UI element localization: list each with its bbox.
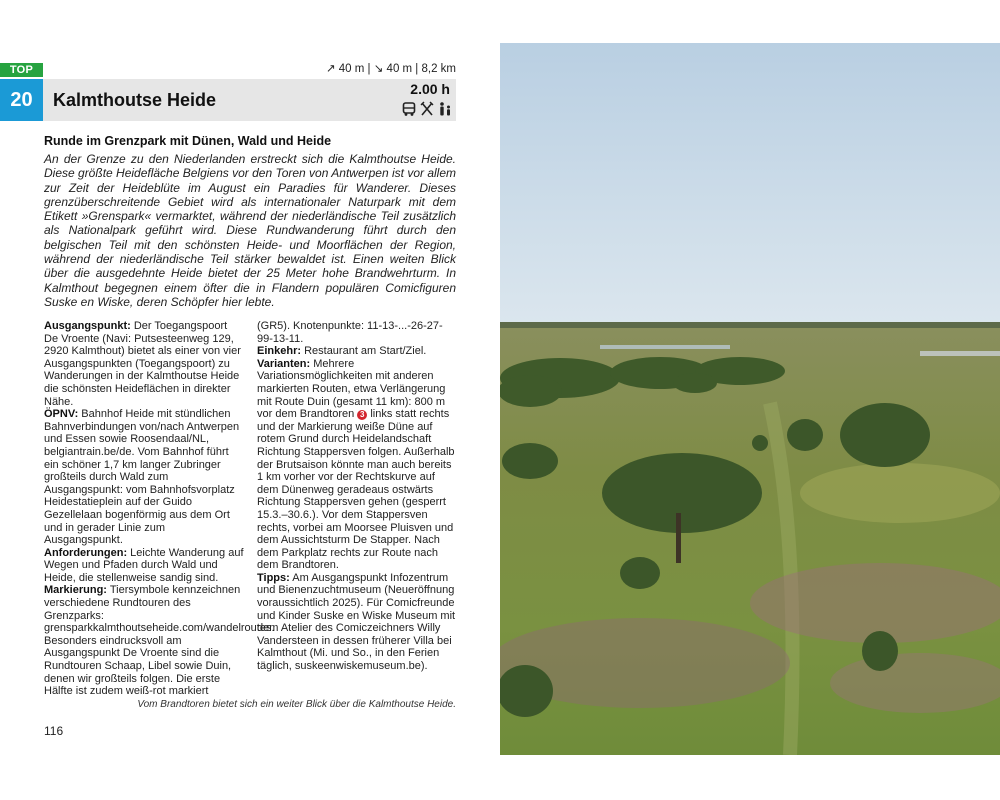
info-markierung: Markierung: Tiersymbole kennzeichnen verschiedene Rundtouren des Grenzparks: grensparkkalmthoutseheide.com/wandelroutes. Besonders eindrucksvoll am Ausgangspunkt De Vroente sind die Rundtouren Schaap, Libel sowie Duin, denen wir großteils folgen. Die erste Hälfte ist zudem weiß-rot markiert	[44, 584, 275, 698]
photo-caption: Vom Brandtoren bietet sich ein weiter Blick über die Kalmthoutse Heide.	[137, 699, 456, 710]
tour-stats: ↗ 40 m | ↘ 40 m | 8,2 km	[325, 63, 456, 75]
intro-text: An der Grenze zu den Niederlanden erstreckt sich die Kalmthoutse Heide. Diese größte Heidefläche Belgiens vor den Toren von Antwerpen ist vor allem zur Zeit der Heideblüte im August ein Paradies für Wanderer. Dieses grenzüberschreitende Gebiet wird als internationaler Naturpark mit dem Etikett »Grenspark« vermarktet, während der niederländische Teil zusätzlich als Nationalpark geführt wird. Diese Rundwanderung führt durch den belgischen Teil mit den schönsten Heide- und Moorflächen der Region, während der niederländische Teil stärker bewaldet ist. Einen weiten Blick über die ausgedehnte Heide bietet der 25 Meter hohe Brandwehrturm. In Kalmthout begegnen einem öfter die in Flandern populären Comicfiguren Suske en Wiske, deren Schöpfer hier lebte.	[44, 152, 456, 309]
info-varianten: Varianten: Mehrere Variationsmöglichkeiten mit anderen markierten Routen, etwa Verlängerung mit Route Duin (gesamt 11 km): 800 m vor dem Brandtoren 3 links statt rechts und der Markierung weiße Düne auf rotem Grund durch Heidelandschaft Richtung Stappersven folgen. Außerhalb der Brutsaison könnte man auch bereits 1 km vorher vor der Rechtskurve auf dem Dünenweg geradeaus ostwärts Richtung Stappersven gehen (gesperrt 15.3.–30.6.). Vor dem Stappersven rechts, vorbei am Moorsee Pluisven und dem Aussichtsturm De Stapper. Nach dem Parkplatz rechts zur Route nach dem Brandtoren.	[257, 357, 455, 572]
info-einkehr: Einkehr: Restaurant am Start/Ziel.	[257, 345, 427, 358]
bus-icon	[402, 101, 416, 117]
title-band	[0, 79, 456, 121]
intro-subtitle: Runde im Grenzpark mit Dünen, Wald und Heide	[44, 134, 332, 148]
restaurant-icon	[420, 101, 434, 117]
waypoint-marker: 3	[357, 410, 367, 420]
landscape-photo	[500, 43, 1000, 755]
info-column-left	[44, 320, 275, 698]
page-title: Kalmthoutse Heide	[53, 90, 217, 110]
page-number: 116	[44, 724, 64, 738]
info-oepnv: ÖPNV: Bahnhof Heide mit stündlichen Bahnverbindungen von/nach Antwerpen und Essen sowie Roosendaal/NL, belgiantrain.be/de. Vom Bahnhof führt ein schöner 1,7 km langer Zubringer großteils durch Wald zum Ausgangspunkt: vom Bahnhofsvorplatz Heidestatieplein auf der Guido Gezellelaan bogenförmig aus dem Ort und in gerader Linie zum Ausgangspunkt.	[44, 408, 240, 547]
info-column-right	[257, 320, 457, 673]
tour-duration: 2.00 h	[410, 81, 450, 97]
heathland-image	[500, 43, 1000, 755]
top-badge: TOP	[0, 63, 43, 77]
family-icon	[438, 101, 452, 117]
info-markierung-cont: (GR5). Knotenpunkte: 11-13-...-26-27-99-13-11.	[257, 320, 443, 345]
info-anforderungen: Anforderungen: Leichte Wanderung auf Wegen und Pfaden durch Wald und Heide, die stellenweise sandig sind.	[44, 546, 244, 584]
info-ausgangspunkt: Ausgangspunkt: Der Toegangspoort De Vroente (Navi: Putsesteenweg 129, 2920 Kalmthout) bietet als einer von vier Ausgangspunkten (Toegangspoort) zu Wanderungen in der Kalmthoutse Heide die schönsten Heideflächen in direkter Nähe.	[44, 320, 241, 408]
tour-number: 20	[0, 79, 43, 121]
info-tipps: Tipps: Am Ausgangspunkt Infozentrum und Bienenzuchtmuseum (Neueröffnung voraussichtlich 2025). Für Comicfreunde und Kinder Suske en Wiske Museum mit dem Atelier des Comiczeichners Willy Vandersteen in dessen früherer Villa bei Kalmthout (Mi. und So., in den Ferien täglich, suskeenwiskemuseum.be).	[257, 571, 456, 673]
tour-icons	[402, 101, 452, 117]
